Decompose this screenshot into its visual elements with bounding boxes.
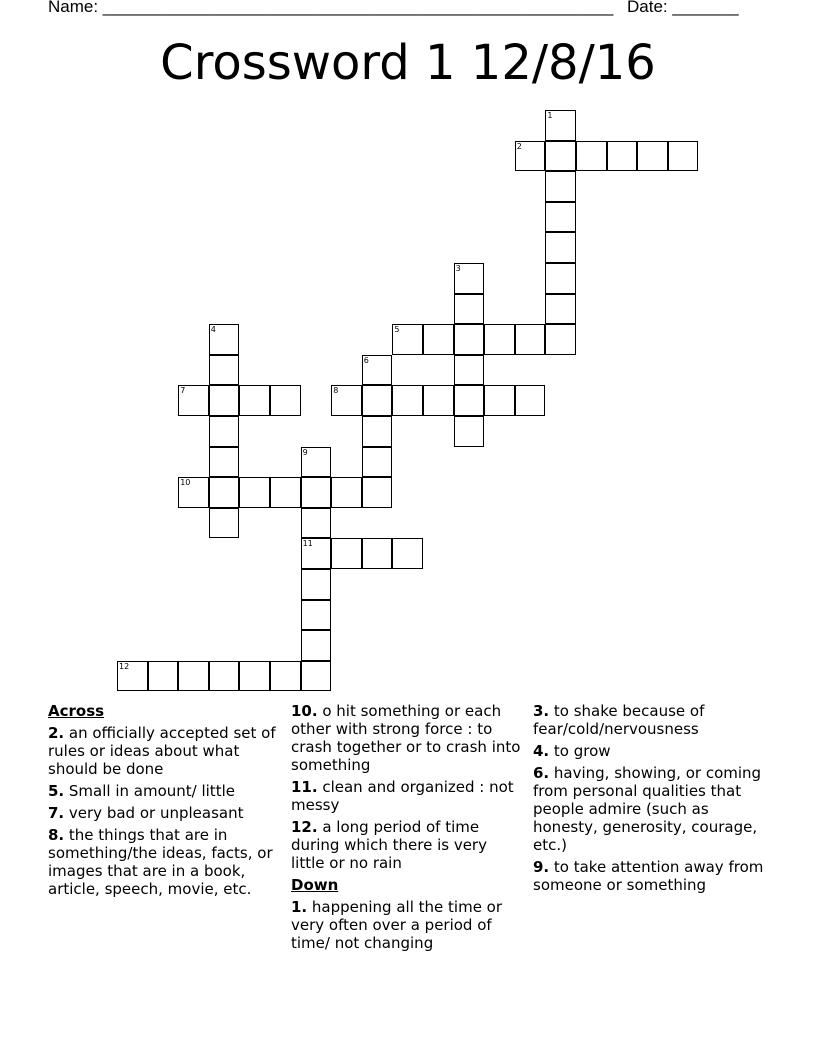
grid-cell[interactable] <box>545 171 576 202</box>
grid-cell[interactable] <box>209 447 240 478</box>
grid-cell[interactable] <box>484 385 515 416</box>
clue-item <box>48 724 280 778</box>
grid-cell[interactable] <box>301 569 332 600</box>
grid-cell[interactable] <box>270 661 301 692</box>
clue-number-label: 8 <box>333 386 339 396</box>
clue-number-label: 9 <box>302 447 308 457</box>
grid-cell[interactable] <box>484 324 515 355</box>
clue-number: 9. <box>533 858 550 876</box>
grid-cell[interactable] <box>209 355 240 386</box>
name-field-label: Name: ______________________________________________________ <box>48 0 614 16</box>
grid-cell[interactable] <box>454 294 485 325</box>
grid-cell[interactable] <box>545 263 576 294</box>
clue-text: happening all the time or very often over a period of time/ not changing <box>291 898 503 952</box>
clue-number-label: 4 <box>210 325 216 335</box>
clue-number: 6. <box>533 764 550 782</box>
grid-cell[interactable] <box>423 324 454 355</box>
grid-cell[interactable] <box>209 385 240 416</box>
clue-item <box>48 782 280 800</box>
clue-number: 1. <box>291 898 308 916</box>
grid-cell[interactable] <box>239 385 270 416</box>
clue-item <box>48 804 280 822</box>
clue-number-label: 3 <box>455 264 461 273</box>
clue-number: 7. <box>48 804 65 822</box>
grid-cell[interactable] <box>637 141 668 172</box>
clue-number-label: 6 <box>363 355 369 365</box>
clue-text: an officially accepted set of rules or ideas about what should be done <box>48 724 276 778</box>
clue-text: clean and organized : not messy <box>291 778 514 814</box>
clue-text: the things that are in something/the ideas, facts, or images that are in a book, article, speech, movie, etc. <box>48 826 273 898</box>
clue-item <box>291 702 523 774</box>
grid-cell[interactable] <box>148 661 179 692</box>
clue-item <box>533 858 765 894</box>
clue-text: to shake because of fear/cold/nervousness <box>533 702 705 738</box>
grid-cell[interactable] <box>209 416 240 447</box>
grid-cell[interactable] <box>362 538 393 569</box>
clue-item <box>48 826 280 898</box>
clue-number-label: 5 <box>394 325 400 335</box>
page-title: Crossword 1 12/8/16 <box>160 35 656 91</box>
clue-item <box>533 742 765 760</box>
clue-number-label: 11 <box>302 539 313 549</box>
clue-item <box>533 764 765 854</box>
grid-cell[interactable] <box>668 141 699 172</box>
grid-cell[interactable] <box>301 600 332 631</box>
clue-item <box>291 818 523 872</box>
grid-cell[interactable] <box>362 385 393 416</box>
clue-text: very bad or unpleasant <box>64 804 244 822</box>
grid-cell[interactable] <box>545 141 576 172</box>
clue-text: a long period of time during which there is very little or no rain <box>291 818 487 872</box>
grid-cell[interactable] <box>515 324 546 355</box>
grid-cell[interactable] <box>239 477 270 508</box>
grid-cell[interactable] <box>454 385 485 416</box>
grid-cell[interactable] <box>331 538 362 569</box>
grid-cell[interactable] <box>270 385 301 416</box>
grid-cell[interactable] <box>454 416 485 447</box>
grid-cell[interactable] <box>362 447 393 478</box>
grid-cell[interactable] <box>270 477 301 508</box>
clue-number-label: 1 <box>547 111 553 120</box>
clue-number: 4. <box>533 742 550 760</box>
across-heading: Across <box>48 702 105 720</box>
clue-item <box>291 898 523 952</box>
grid-cell[interactable] <box>209 508 240 539</box>
grid-cell[interactable] <box>392 385 423 416</box>
clue-text: to take attention away from someone or something <box>533 858 764 894</box>
grid-cell[interactable] <box>515 385 546 416</box>
clue-item <box>533 702 765 738</box>
grid-cell[interactable] <box>301 508 332 539</box>
grid-cell[interactable] <box>301 477 332 508</box>
clue-number-label: 10 <box>180 478 191 488</box>
clue-number: 5. <box>48 782 65 800</box>
clue-number: 3. <box>533 702 550 720</box>
grid-cell[interactable] <box>423 385 454 416</box>
clue-number-label: 2 <box>516 141 522 151</box>
clue-number-label: 12 <box>119 661 130 671</box>
clue-text: o hit something or each other with strong force : to crash together or to crash into something <box>291 702 521 774</box>
grid-cell[interactable] <box>209 477 240 508</box>
grid-cell[interactable] <box>362 416 393 447</box>
date-field-label: Date: _______ <box>627 0 739 16</box>
grid-cell[interactable] <box>545 232 576 263</box>
grid-cell[interactable] <box>545 202 576 233</box>
grid-cell[interactable] <box>239 661 270 692</box>
grid-cell[interactable] <box>331 477 362 508</box>
clue-number: 11. <box>291 778 318 796</box>
clue-text: having, showing, or coming from personal qualities that people admire (such as honesty, generosity, courage, etc.) <box>533 764 762 854</box>
clue-number-label: 7 <box>180 386 186 396</box>
clues-column-3 <box>533 702 765 898</box>
grid-cell[interactable] <box>607 141 638 172</box>
clues-column-1 <box>48 702 280 902</box>
grid-cell[interactable] <box>301 661 332 692</box>
clue-text: to grow <box>549 742 611 760</box>
clue-number: 12. <box>291 818 318 836</box>
grid-cell[interactable] <box>209 661 240 692</box>
grid-cell[interactable] <box>392 538 423 569</box>
clue-item <box>291 778 523 814</box>
down-heading: Down <box>291 876 339 894</box>
grid-cell[interactable] <box>454 355 485 386</box>
grid-cell[interactable] <box>178 661 209 692</box>
grid-cell[interactable] <box>454 324 485 355</box>
grid-cell[interactable] <box>576 141 607 172</box>
grid-cell[interactable] <box>545 324 576 355</box>
clue-text: Small in amount/ little <box>64 782 235 800</box>
clue-number: 2. <box>48 724 65 742</box>
grid-cell[interactable] <box>545 294 576 325</box>
clue-number: 10. <box>291 702 318 720</box>
grid-cell[interactable] <box>362 477 393 508</box>
clue-number: 8. <box>48 826 65 844</box>
grid-cell[interactable] <box>301 630 332 661</box>
clues-column-2 <box>291 702 523 956</box>
